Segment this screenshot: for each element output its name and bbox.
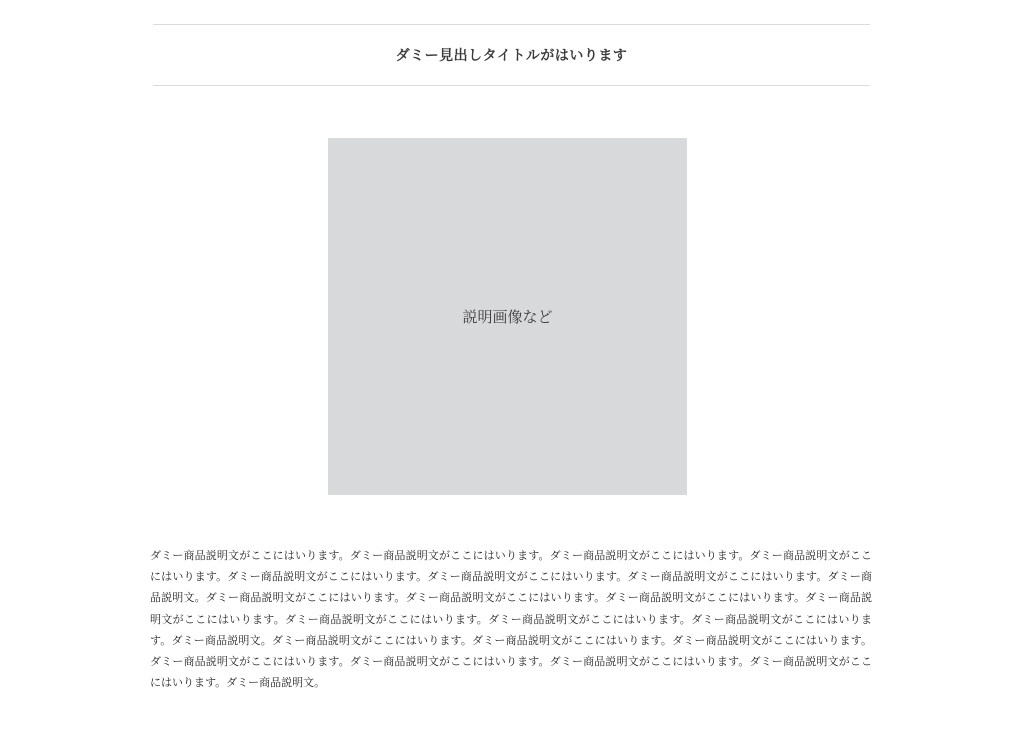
image-placeholder: [328, 138, 687, 495]
heading-section: [153, 24, 870, 86]
product-description: ダミー商品説明文がここにはいります。ダミー商品説明文がここにはいります。ダミー商品説明文がここにはいります。ダミー商品説明文がここにはいります。ダミー商品説明文がここにはいります。ダミー商品説明文がここにはいります。ダミー商品説明文がここにはいります。ダミー商品説明文。ダミー商品説明文がここにはいります。ダミー商品説明文がここにはいります。ダミー商品説明文がここにはいります。ダミー商品説明文がここにはいります。ダミー商品説明文がここにはいります。ダミー商品説明文がここにはいります。ダミー商品説明文がここにはいります。ダミー商品説明文。ダミー商品説明文がここにはいります。ダミー商品説明文がここにはいります。ダミー商品説明文がここにはいります。ダミー商品説明文がここにはいります。ダミー商品説明文がここにはいります。ダミー商品説明文がここにはいります。ダミー商品説明文がここにはいります。ダミー商品説明文。: [150, 549, 872, 690]
page-title: ダミー見出しタイトルがはいります: [395, 48, 628, 64]
image-placeholder-label: 説明画像など: [462, 308, 553, 326]
